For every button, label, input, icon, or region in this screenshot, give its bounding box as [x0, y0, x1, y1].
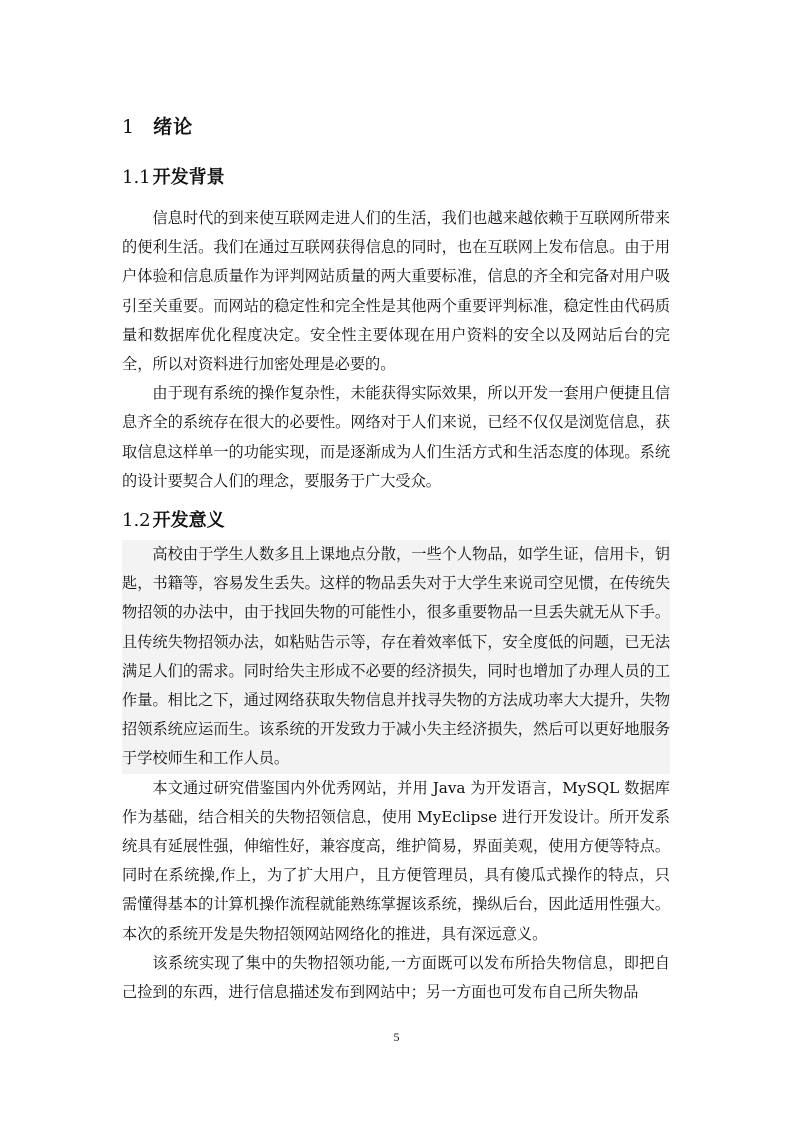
chapter-number: 1 [122, 116, 136, 138]
page-number: 5 [393, 1030, 400, 1044]
paragraph: 本文通过研究借鉴国内外优秀网站，并用 Java 为开发语言，MySQL 数据库作为基础，结合相关的失物招领信息，使用 MyEclipse 进行开发设计。所开发系统具有延展性强，伸缩性好，兼容度高，维护简易，界面美观，使用方便等特点。同时在系统操,作上，为了扩大用户，且方便管理员，具有傻瓜式操作的特点，只需懂得基本的计算机操作流程就能熟练掌握该系统，操纵后台，因此适用性强大。本次的系统开发是失物招领网站网络化的推进，具有深远意义。 [122, 778, 670, 943]
section-number: 1.1 [122, 167, 151, 188]
section-title: 开发背景 [152, 167, 225, 188]
section-body-significance [122, 540, 670, 1007]
section-body-background [122, 204, 670, 496]
paragraph: 信息时代的到来使互联网走进人们的生活，我们也越来越依赖于互联网所带来的便利生活。我们在通过互联网获得信息的同时，也在互联网上发布信息。由于用户体验和信息质量作为评判网站质量的两大重要标准，信息的齐全和完备对用户吸引至关重要。而网站的稳定性和完全性是其他两个重要评判标准，稳定性由代码质量和数据库优化程度决定。安全性主要体现在用户资料的安全以及网站后台的完全，所以对资料进行加密处理是必要的。 [122, 209, 670, 374]
section-title: 开发意义 [152, 510, 225, 531]
section-number: 1.2 [122, 510, 151, 531]
paragraph: 由于现有系统的操作复杂性，未能获得实际效果，所以开发一套用户便捷且信息齐全的系统存在很大的必要性。网络对于人们来说，已经不仅仅是浏览信息，获取信息这样单一的功能实现，而是逐渐成为人们生活方式和生活态度的体现。系统的设计要契合人们的理念，要服务于广大受众。 [122, 384, 670, 490]
chapter-heading [122, 112, 193, 139]
paragraph-highlighted: 高校由于学生人数多且上课地点分散，一些个人物品，如学生证，信用卡，钥匙，书籍等，容易发生丢失。这样的物品丢失对于大学生来说司空见惯，在传统失物招领的办法中，由于找回失物的可能性小，很多重要物品一旦丢失就无从下手。且传统失物招领办法，如粘贴告示等，存在着效率低下，安全度低的问题，已无法满足人们的需求。同时给失主形成不必要的经济损失，同时也增加了办理人员的工作量。相比之下，通过网络获取失物信息并找寻失物的方法成功率大大提升，失物招领系统应运而生。该系统的开发致力于减小失主经济损失，然后可以更好地服务于学校师生和工作人员。 [122, 540, 670, 774]
chapter-title: 绪论 [153, 116, 194, 138]
section-heading-significance [122, 506, 225, 532]
paragraph: 该系统实现了集中的失物招领功能,一方面既可以发布所拾失物信息，即把自己捡到的东西，进行信息描述发布到网站中；另一方面也可发布自己所失物品 [122, 953, 670, 1002]
section-heading-background [122, 163, 225, 189]
